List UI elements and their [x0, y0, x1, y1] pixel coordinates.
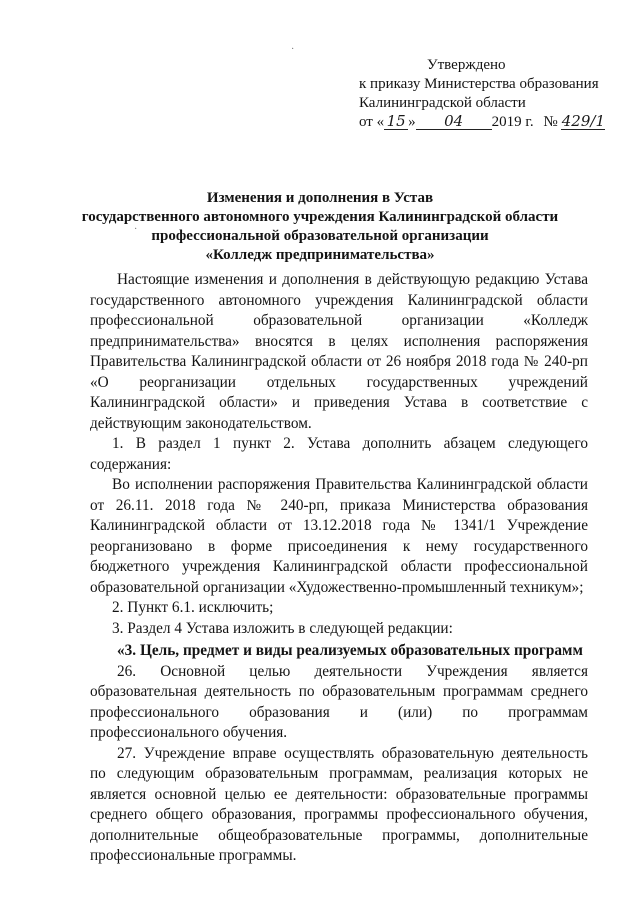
handwritten-month: 04	[416, 114, 492, 130]
approval-label: Утверждено	[427, 57, 506, 73]
date-year: 2019 г.	[491, 114, 534, 130]
approval-region-line: Калининградской области	[359, 95, 526, 111]
date-prefix: от «	[359, 114, 385, 130]
number-sign: №	[543, 114, 558, 130]
date-day-close: »	[408, 114, 416, 130]
section-3-heading: «3. Цель, предмет и виды реализуемых образовательных программ	[117, 642, 583, 659]
title-line-1: Изменения и дополнения в Устав	[206, 190, 434, 206]
item-3: 3. Раздел 4 Устава изложить в следующей редакции:	[112, 619, 453, 637]
approval-order-line: к приказу Министерства образования	[359, 76, 599, 92]
item-1: 1. В раздел 1 пункт 2. Устава дополнить абзацем следующего содержания:	[90, 435, 588, 473]
title-line-4: «Колледж предпринимательства»	[205, 247, 435, 263]
document-title	[0, 189, 640, 265]
approval-date-line	[359, 113, 605, 132]
scan-speck: ·	[134, 224, 138, 235]
item-2: 2. Пункт 6.1. исключить;	[112, 599, 274, 616]
title-line-2: государственного автономного учреждения Калининградской области	[81, 209, 559, 225]
handwritten-day: 15	[384, 114, 408, 130]
title-line-3: профессиональной образовательной организации	[151, 228, 489, 244]
intro-paragraph: Настоящие изменения и дополнения в действующую редакцию Устава государственного автономного учреждения Калининградской области профессиональной образовательной организации «Колледж предпринимательства» вносятся в целях исполнения распоряжения Правительства Калининградской области от 26 ноября 2018 года № 240-рп «О реорганизации отдельных государственных учреждений Калининградской области» и приведения Устава в соответствие с действующим законодательством.	[90, 271, 588, 432]
handwritten-order-number: 429/1	[561, 112, 605, 130]
item-1-text: Во исполнении распоряжения Правительства Калининградской области от 26.11. 2018 года № 240-рп, приказа Министерства образования Калининградской области от 13.12.2018 года № 1341/1 Учреждение реорганизовано в форме присоединения к нему государственного бюджетного учреждения Калининградской области профессиональной образовательной организации «Художественно-промышленный техникум»;	[90, 476, 588, 596]
scan-speck: ·	[291, 44, 295, 55]
approval-block	[359, 56, 605, 132]
paragraph-26: 26. Основной целью деятельности Учреждения является образовательная деятельность по образовательным программам среднего профессионального образования и (или) по программам профессионального обучения.	[90, 662, 588, 741]
document-body	[90, 270, 588, 867]
paragraph-27: 27. Учреждение вправе осуществлять образовательную деятельность по следующим образовательным программам, реализация которых не является основной целью ее деятельности: образовательные программы среднего общего образования, программы профессионального обучения, дополнительные общеобразовательные программы, дополнительные профессиональные программы.	[90, 744, 588, 864]
